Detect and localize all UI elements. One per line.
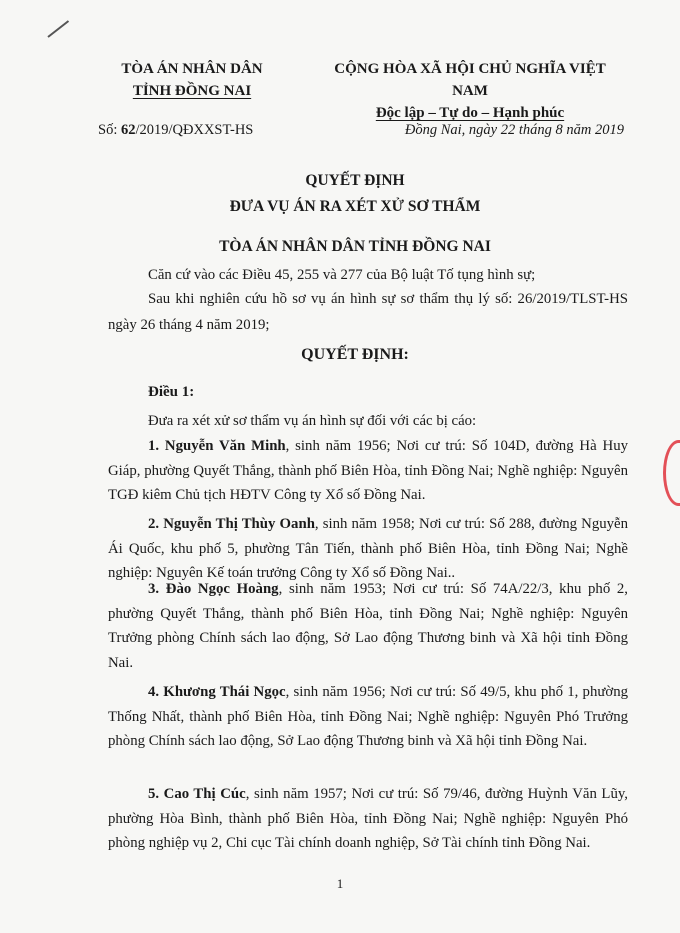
defendant-name: 1. Nguyễn Văn Minh: [148, 438, 286, 454]
defendant-entry: [108, 577, 628, 675]
defendant-details: , sinh năm 1956; Nơi cư trú: Số 49/5, khu phố 1, phường Thống Nhất, thành phố Biên Hòa, tỉnh Đồng Nai; Nghề nghiệp: Nguyên Phó Trưởng phòng Chính sách lao động, Sở Lao động Thương binh và Xã hội tỉnh Đồng Nai.: [108, 684, 628, 749]
court-name-line2: TỈNH ĐỒNG NAI: [132, 83, 252, 99]
decision-subtitle: ĐƯA VỤ ÁN RA XÉT XỬ SƠ THẨM: [229, 198, 481, 215]
decision-heading: QUYẾT ĐỊNH:: [301, 346, 409, 363]
defendant-entry: [108, 680, 628, 754]
defendant-details: , sinh năm 1956; Nơi cư trú: Số 104D, đường Hà Huy Giáp, phường Quyết Thắng, thành phố Biên Hòa, tỉnh Đồng Nai; Nghề nghiệp: Nguyên TGĐ kiêm Chủ tịch HĐTV Công ty Xổ số Đồng Nai.: [108, 438, 628, 503]
document-number: Số: 62/2019/QĐXXST-HS: [98, 122, 254, 138]
defendant-name: 3. Đào Ngọc Hoàng: [148, 581, 279, 597]
issuing-court: TÒA ÁN NHÂN DÂN TỈNH ĐỒNG NAI: [219, 238, 491, 255]
court-header: [112, 58, 272, 102]
defendant-entry: [108, 512, 628, 586]
defendant-details: , sinh năm 1958; Nơi cư trú: Số 288, đường Nguyễn Ái Quốc, khu phố 5, phường Tân Tiến, thành phố Biên Hòa, tỉnh Đồng Nai; Nghề nghiệp: Nguyên Kế toán trưởng Công ty Xổ số Đồng Nai..: [108, 516, 628, 581]
legal-basis: Căn cứ vào các Điều 45, 255 và 277 của Bộ luật Tố tụng hình sự;: [148, 267, 536, 283]
case-reference: Sau khi nghiên cứu hồ sơ vụ án hình sự sơ thẩm thụ lý số: 26/2019/TLST-HS ngày 26 tháng 4 năm 2019;: [108, 291, 628, 333]
defendant-name: 5. Cao Thị Cúc: [148, 786, 246, 802]
pen-mark: [47, 20, 69, 38]
decision-title: QUYẾT ĐỊNH: [305, 172, 405, 189]
defendant-entry: [108, 434, 628, 508]
defendant-details: , sinh năm 1957; Nơi cư trú: Số 79/46, đường Huỳnh Văn Lũy, phường Hòa Bình, thành phố Biên Hòa, tỉnh Đồng Nai; Nghề nghiệp: Nguyên Phó phòng nghiệp vụ 2, Chi cục Tài chính doanh nghiệp, Sở Tài chính tỉnh Đồng Nai.: [108, 786, 628, 851]
court-name-line1: TÒA ÁN NHÂN DÂN: [121, 61, 263, 77]
article-1-heading: Điều 1:: [148, 384, 195, 400]
republic-name: CỘNG HÒA XÃ HỘI CHỦ NGHĨA VIỆT NAM: [334, 61, 606, 99]
national-header: [315, 58, 625, 124]
defendant-details: , sinh năm 1953; Nơi cư trú: Số 74A/22/3, khu phố 2, phường Quyết Thắng, thành phố Biên Hòa, tỉnh Đồng Nai; Nghề nghiệp: Nguyên Trưởng phòng Chính sách lao động, Sở Lao động Thương binh và Xã hội tỉnh Đồng Nai.: [108, 581, 628, 671]
defendant-entry: [108, 782, 628, 856]
red-seal-edge: [663, 440, 680, 506]
place-date: Đồng Nai, ngày 22 tháng 8 năm 2019: [404, 122, 624, 138]
defendant-name: 4. Khương Thái Ngọc: [148, 684, 286, 700]
page-number: 1: [336, 876, 344, 891]
national-motto: Độc lập – Tự do – Hạnh phúc: [375, 105, 565, 121]
article-1-intro: Đưa ra xét xử sơ thẩm vụ án hình sự đối với các bị cáo:: [148, 413, 477, 429]
defendant-name: 2. Nguyễn Thị Thùy Oanh: [148, 516, 315, 532]
